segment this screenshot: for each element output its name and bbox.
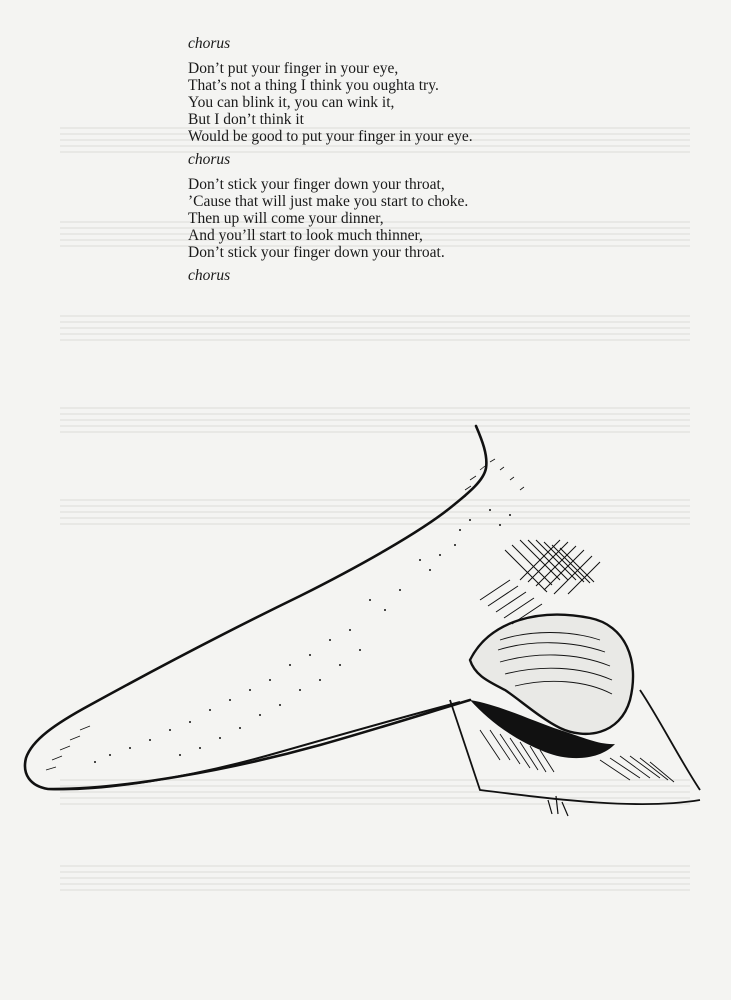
- nose-tip-underside: [48, 702, 460, 789]
- lyric-line: That’s not a thing I think you oughta try.: [188, 77, 439, 94]
- lyric-line: Don’t put your finger in your eye,: [188, 60, 399, 77]
- lyric-line: And you’ll start to look much thinner,: [188, 227, 423, 244]
- nose-bridge-outline: [25, 426, 486, 789]
- lyric-line: But I don’t think it: [188, 111, 304, 128]
- chorus-label: chorus: [188, 35, 231, 52]
- hatching-ala-crease: [480, 540, 600, 624]
- chorus-label: chorus: [188, 267, 231, 284]
- chorus-label: chorus: [188, 151, 231, 168]
- lyric-line: ’Cause that will just make you start to choke.: [188, 193, 469, 210]
- lyric-line: You can blink it, you can wink it,: [188, 94, 395, 111]
- lyric-line: Don’t stick your finger down your throat,: [188, 176, 445, 193]
- lyric-line: Would be good to put your finger in your eye.: [188, 128, 473, 145]
- stipple-texture: [94, 509, 511, 763]
- lyric-line: Then up will come your dinner,: [188, 210, 384, 227]
- lyric-line: Don’t stick your finger down your throat.: [188, 244, 445, 261]
